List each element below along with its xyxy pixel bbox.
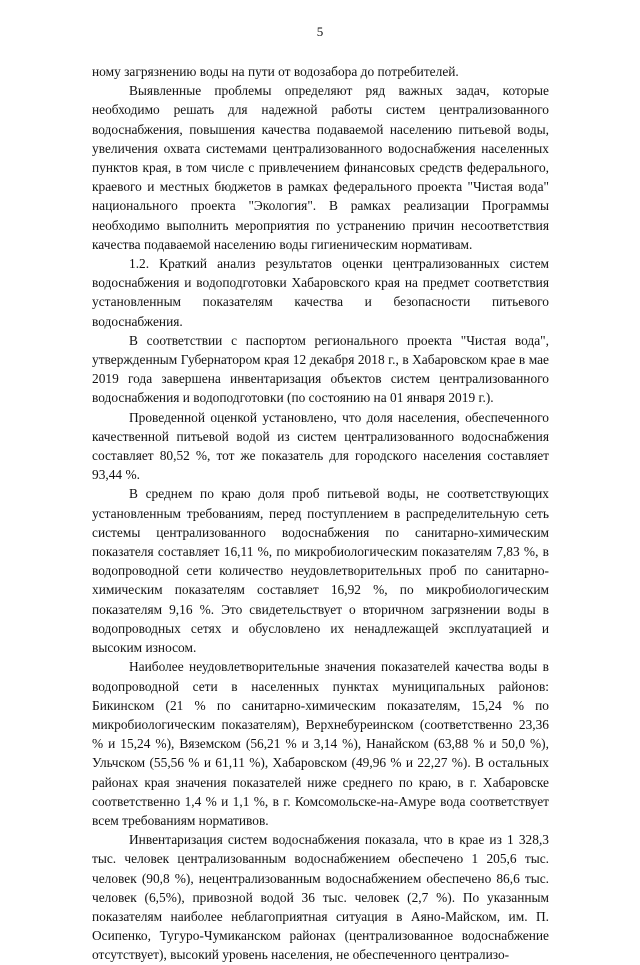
paragraph-problems-tasks: Выявленные проблемы определяют ряд важных задач, которые необходимо решать для надежной работы систем централизованного водоснабжения, повышения качества подаваемой населению питьевой воды, увеличения охвата системами централизованного водоснабжения населенных пунктов края, в том числе с привлечением финансовых средств федерального, краевого и местных бюджетов в рамках федерального проекта "Чистая вода" национального проекта "Экология". В рамках реализации Программы необходимо выполнить мероприятия по устранению причин несоответствия качества подаваемой населению воды гигиеническим нормативам. (92, 83, 549, 252)
paragraph-sample-stats: В среднем по краю доля проб питьевой воды, не соответствующих установленным требованиям, перед поступлением в распределительную сеть системы централизованного водоснабжения по санитарно-химическим показателя составляет 16,11 %, по микробиологическим показателям 7,83 %, в водопроводной сети количество неудовлетворительных проб по санитарно-химическим показателям составляет 16,92 %, по микробиологическим показателям 9,16 %. Это свидетельствует о вторичном загрязнении воды в водопроводных сетях и обусловлено их ненадлежащей эксплуатацией и высоким износом. (92, 486, 549, 656)
page-number: 5 (316, 24, 324, 39)
paragraph-continuation: ному загрязнению воды на пути от водозабора до потребителей. (92, 64, 459, 79)
paragraph-supply-coverage: Инвентаризация систем водоснабжения показала, что в крае из 1 328,3 тыс. человек централизованным водоснабжением обеспечено 1 205,6 тыс. человек (90,8 %), нецентрализованным водоснабжением обеспечено 86,6 тыс. человек (6,5%), привозной водой 36 тыс. человек (2,7 %). По указанным показателям наиболее неблагоприятная ситуация в Аяно-Майском, им. П. Осипенко, Тугуро-Чумиканском районах (централизованное водоснабжение отсутствует), высокий уровень населения, не обеспеченного централизо- (92, 832, 549, 963)
document-body (92, 62, 549, 965)
paragraph-inventory: В соответствии с паспортом регионального проекта "Чистая вода", утвержденным Губернатором края 12 декабря 2018 г., в Хабаровском крае в мае 2019 года завершена инвентаризация объектов систем централизованного водоснабжения и водоподготовки (по состоянию на 01 января 2019 г.). (92, 332, 549, 406)
section-heading-1-2: 1.2. Краткий анализ результатов оценки централизованных систем водоснабжения и водоподготовки Хабаровского края на предмет соответствия установленным показателям качества и безопасности питьевого водоснабжения. (92, 256, 549, 329)
paragraph-population-share: Проведенной оценкой установлено, что доля населения, обеспеченного качественной питьевой водой из систем централизованного водоснабжения составляет 80,52 %, тот же показатель для городского населения составляет 93,44 %. (92, 409, 549, 483)
paragraph-district-values: Наиболее неудовлетворительные значения показателей качества воды в водопроводной сети в населенных пунктах муниципальных районов: Бикинском (21 % по санитарно-химическим показателям, 15,24 % по микробиологическим показателям), Верхнебуреинском (соответственно 23,36 % и 15,24 %), Вяземском (56,21 % и 3,14 %), Нанайском (63,88 % и 50,0 %), Ульчском (55,56 % и 61,11 %), Хабаровском (49,96 % и 22,27 %). В остальных районах края значения показателей ниже среднего по краю, в г. Хабаровске соответственно 1,4 % и 1,1 %, в г. Комсомольске-на-Амуре вода соответствует всем требованиям нормативов. (92, 659, 549, 828)
